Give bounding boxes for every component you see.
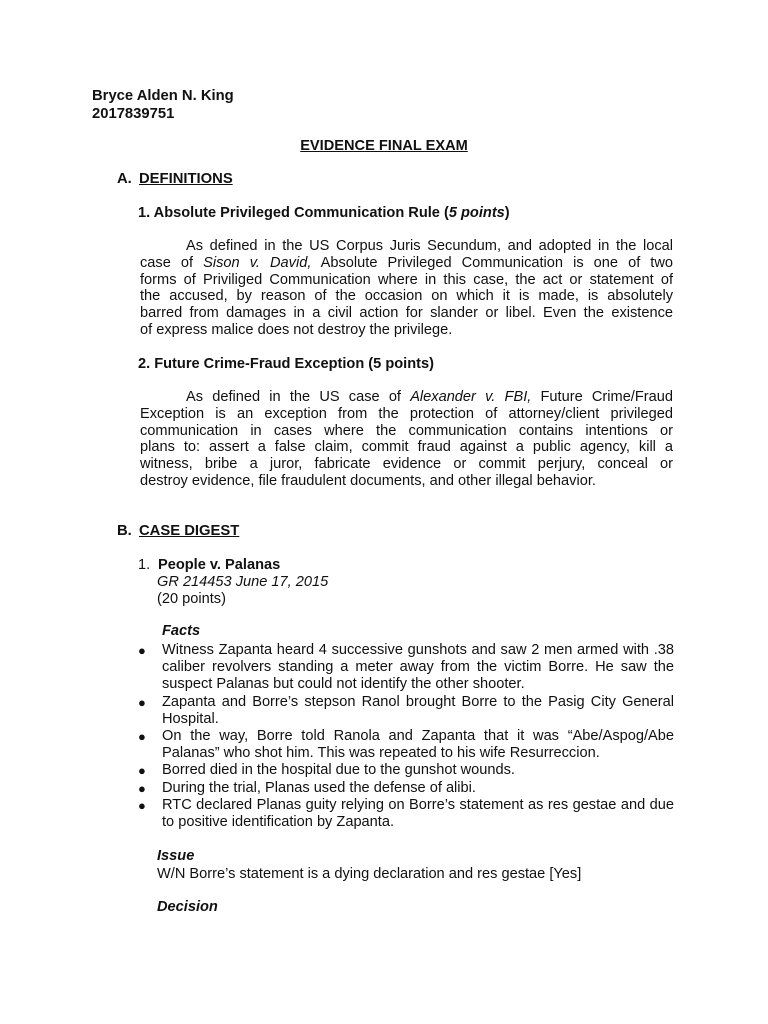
- paragraph-line: communication in cases where the communication contains intentions or: [140, 422, 673, 439]
- paragraph-line: barred from damages in a civil action for slander or libel. Even the existence: [140, 305, 673, 322]
- bullet-icon: ●: [138, 643, 146, 658]
- list-item: [138, 762, 674, 779]
- case-heading: [138, 557, 328, 608]
- section-b-label: CASE DIGEST: [139, 523, 240, 539]
- paragraph-line: of express malice does not destroy the privilege.: [140, 321, 453, 338]
- list-item: [138, 694, 674, 728]
- paragraph-line: the accused, by reason of the occasion on which it is made, is absolutely: [140, 288, 673, 305]
- decision-heading: Decision: [157, 899, 218, 915]
- issue-text: W/N Borre’s statement is a dying declaration and res gestae [Yes]: [157, 866, 582, 882]
- document-title: EVIDENCE FINAL EXAM: [300, 138, 468, 154]
- definition-1-heading-close: ): [504, 205, 510, 221]
- fact-text: During the trial, Planas used the defense of alibi.: [162, 779, 476, 796]
- list-item: [138, 797, 674, 831]
- definition-1-paragraph: [140, 238, 673, 339]
- facts-list: [138, 642, 674, 831]
- definition-1-heading-text: 1. Absolute Privileged Communication Rule (: [138, 205, 449, 221]
- bullet-icon: ●: [138, 694, 146, 710]
- fact-text: RTC declared Planas guity relying on Borre’s statement as res gestae and due to positive identification by Zapanta.: [162, 796, 674, 831]
- paragraph-line: forms of Priviliged Communication where in this case, the act or statement of: [140, 271, 673, 288]
- list-item: [138, 642, 674, 694]
- list-item: [138, 780, 674, 797]
- paragraph-line: Exception is an exception from the protection of attorney/client privileged: [140, 405, 673, 422]
- definition-2-heading: 2. Future Crime-Fraud Exception (5 points): [138, 356, 434, 372]
- case-number: 1.: [138, 557, 151, 573]
- list-item: [138, 728, 674, 762]
- author-block: [92, 87, 234, 123]
- facts-heading: Facts: [162, 623, 201, 639]
- line-segment: case of: [140, 254, 204, 271]
- line-segment: As defined in the US case of: [186, 389, 411, 405]
- fact-text: Witness Zapanta heard 4 successive gunshots and saw 2 men armed with .38 caliber revolvers standing a meter away from the victim Borre. He saw the suspect Palanas but could not identify the other shooter.: [162, 642, 674, 693]
- paragraph-line: [140, 255, 673, 272]
- author-name: Bryce Alden N. King: [92, 88, 234, 104]
- section-b-heading: [117, 523, 239, 539]
- definition-1-heading: [138, 205, 510, 221]
- case-citation: Alexander v. FBI,: [410, 389, 532, 405]
- bullet-icon: ●: [138, 797, 146, 813]
- line-segment: Future Crime/Fraud: [531, 389, 673, 405]
- paragraph-line: As defined in the US Corpus Juris Secundum, and adopted in the local: [186, 238, 673, 254]
- bullet-icon: ●: [138, 780, 146, 796]
- section-a-letter: A.: [117, 171, 132, 187]
- paragraph-line: plans to: assert a false claim, commit fraud against a public agency, kill a: [140, 439, 673, 456]
- section-a-label: DEFINITIONS: [139, 171, 233, 187]
- case-name: People v. Palanas: [158, 557, 281, 573]
- author-id-number: 2017839751: [92, 106, 175, 122]
- case-points: (20 points): [157, 591, 226, 607]
- paragraph-line: destroy evidence, file fraudulent documents, and other illegal behavior.: [140, 472, 596, 489]
- issue-heading: Issue: [157, 848, 195, 864]
- bullet-icon: ●: [138, 729, 146, 745]
- fact-text: Borred died in the hospital due to the gunshot wounds.: [162, 762, 515, 779]
- case-citation: Sison v. David,: [203, 254, 312, 271]
- paragraph-line: witness, bribe a juror, fabricate evidence or commit perjury, conceal or: [140, 456, 673, 473]
- line-segment: Absolute Privileged Communication is one of two: [311, 254, 674, 271]
- definition-1-points: 5 points: [448, 205, 505, 221]
- section-b-letter: B.: [117, 523, 132, 539]
- paragraph-line: [140, 389, 673, 406]
- fact-text: Zapanta and Borre’s stepson Ranol brought Borre to the Pasig City General Hospital.: [162, 693, 674, 727]
- fact-text: On the way, Borre told Ranola and Zapanta that it was “Abe/Aspog/Abe Palanas” who shot him. This was repeated to his wife Resurreccion.: [162, 728, 674, 762]
- bullet-icon: ●: [138, 763, 146, 779]
- case-reference: GR 214453 June 17, 2015: [157, 574, 329, 590]
- definition-2-paragraph: [140, 389, 673, 490]
- section-a-heading: [117, 171, 233, 187]
